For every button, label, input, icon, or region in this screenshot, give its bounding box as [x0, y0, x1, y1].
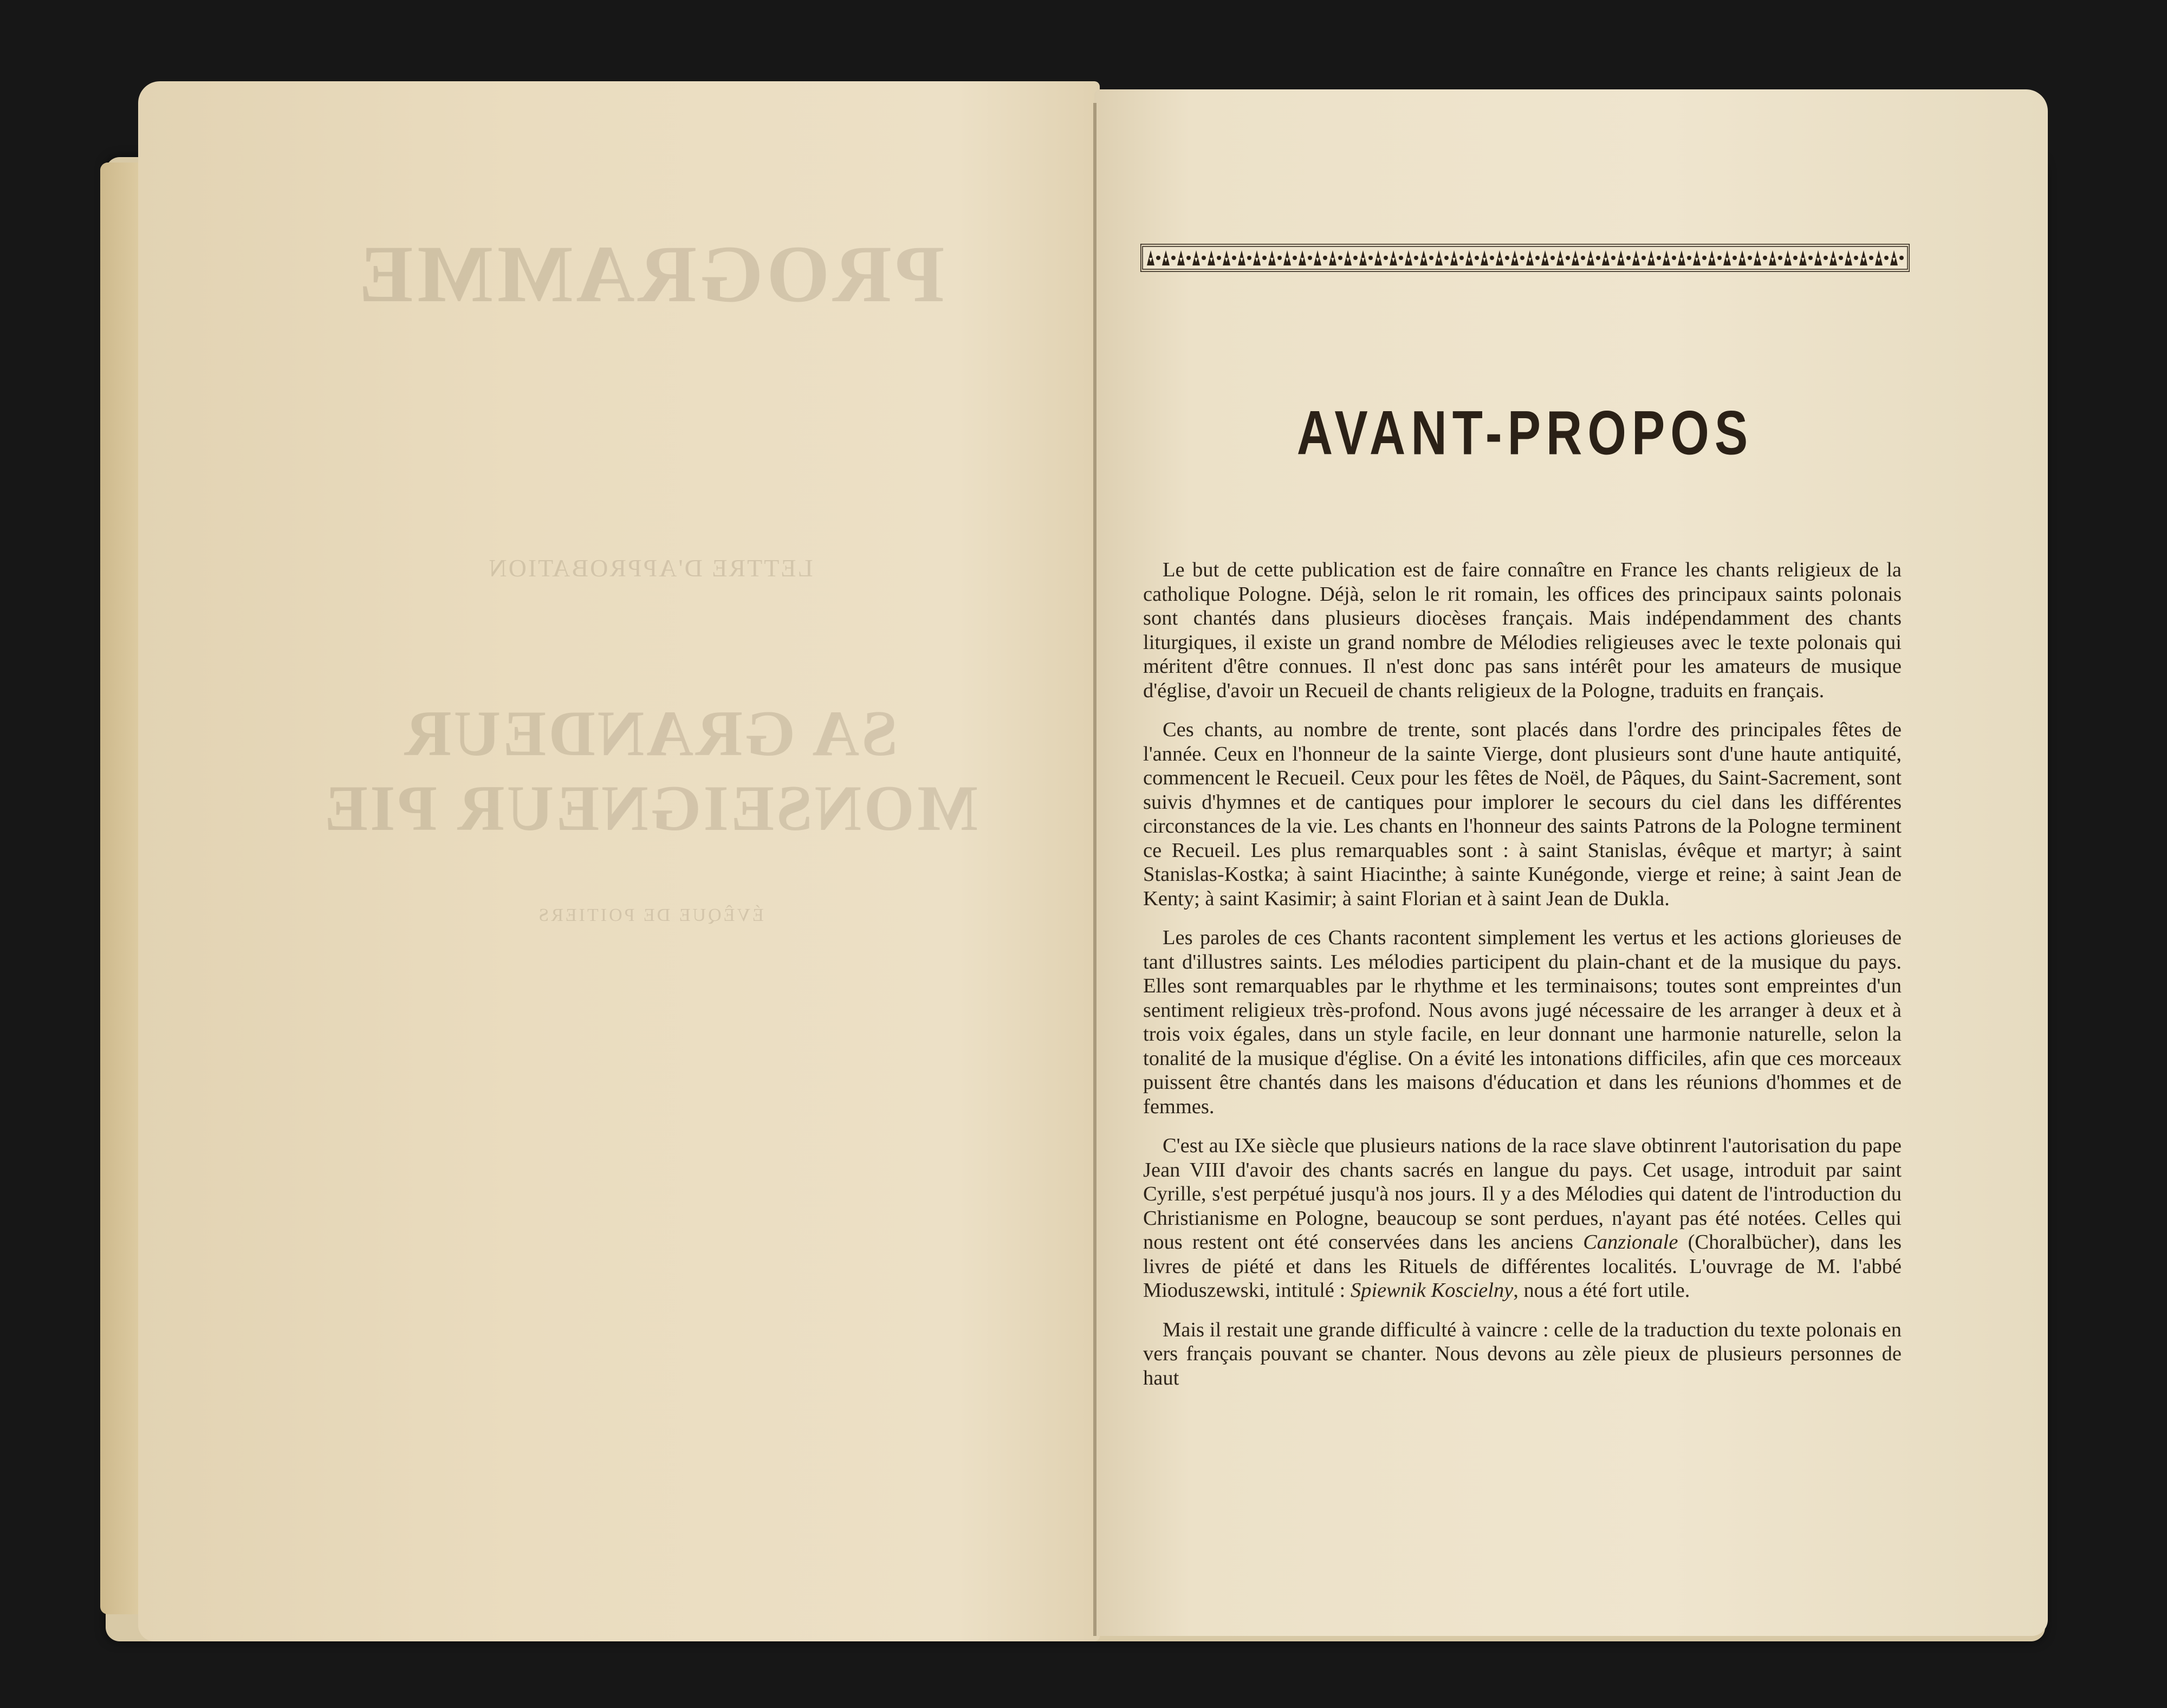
- ornament-dot: [1308, 256, 1312, 260]
- ornament-dot: [1399, 256, 1403, 260]
- ornament-dot: [1763, 256, 1767, 260]
- ornament-dot: [1217, 256, 1221, 260]
- ornament-dot: [1611, 256, 1615, 260]
- ornament-dot: [1642, 256, 1646, 260]
- ornament-dot: [1475, 256, 1479, 260]
- ornament-dot: [1657, 256, 1661, 260]
- ornament-dot: [1884, 256, 1889, 260]
- show-through-text: [228, 206, 1073, 1073]
- ornament-dot: [1535, 256, 1540, 260]
- ornament-dot: [1520, 256, 1524, 260]
- ornament-dot: [1293, 256, 1297, 260]
- ornament-dot: [1156, 256, 1160, 260]
- ornament-dot: [1353, 256, 1358, 260]
- ornament-dot: [1171, 256, 1176, 260]
- ornament-dot: [1581, 256, 1585, 260]
- ornament-dot: [1824, 256, 1828, 260]
- ornament-dot: [1596, 256, 1600, 260]
- ornament-dot: [1459, 256, 1464, 260]
- book-gutter: [1093, 103, 1097, 1636]
- paragraph: Le but de cette publication est de faire connaître en France les chants religieux de la catholique Pologne. Déjà, selon le rit romain, les offices des principaux saints polonais sont chantés dans plusieurs diocèses français. Mais indépendamment des chants liturgiques, il existe un grand nombre de Mélodies religieuses avec le texte polonais qui méritent d'être connues. Il n'est donc pas sans intérêt pour les amateurs de musique d'église, d'avoir un Recueil de chants religieux de la Pologne, traduits en français.: [1143, 558, 1902, 702]
- ornament-dot: [1687, 256, 1691, 260]
- ornament-dot: [1702, 256, 1707, 260]
- ornament-dot: [1550, 256, 1555, 260]
- ornament-dot: [1808, 256, 1813, 260]
- show-through-line: ÉVÊQUE DE POITIERS: [536, 905, 764, 925]
- ornament-dot: [1899, 256, 1904, 260]
- italic-title: Spiewnik Koscielny: [1350, 1279, 1514, 1302]
- ornament-dot: [1232, 256, 1236, 260]
- ornament-dot: [1854, 256, 1858, 260]
- ornament-dot: [1414, 256, 1418, 260]
- ornament-dot: [1869, 256, 1873, 260]
- paragraph: Mais il restait une grande difficulté à vaincre : celle de la traduction du texte polonais en vers français pouvant se chanter. Nous devons au zèle pieux de plusieurs personnes de haut: [1143, 1318, 1902, 1389]
- ornament-dot: [1384, 256, 1388, 260]
- ornament-dot: [1839, 256, 1843, 260]
- ornament-dot: [1626, 256, 1631, 260]
- ornament-dot: [1368, 256, 1373, 260]
- ornament-dot: [1262, 256, 1267, 260]
- paragraph: Les paroles de ces Chants racontent simplement les vertus et les actions glorieuses de tant d'illustres saints. Les mélodies participent du plain-chant et de la musique du pays. Elles sont remarquables par le rhythme et les terminaisons; toutes sont empreintes d'un sentiment religieux très-profond. Nous avons jugé nécessaire de les arranger à deux et à trois voix égales, dans un style facile, en leur donnant une harmonie naturelle, selon la tonalité de la musique d'église. On a évité les intonations difficiles, afin que ces morceaux puissent être chantés dans les maisons d'éducation et dans les réunions d'hommes et de femmes.: [1143, 926, 1902, 1118]
- paragraph: Ces chants, au nombre de trente, sont placés dans l'ordre des principales fêtes de l'année. Ceux en l'honneur de la sainte Vierge, dont plusieurs sont d'une haute antiquité, commencent le Recueil. Ceux pour les fêtes de Noël, de Pâques, du Saint-Sacrement, sont suivis d'hymnes et de cantiques pour implorer le secours du ciel dans les différentes circonstances de la vie. Les chants en l'honneur des saints Patrons de la Pologne terminent ce Recueil. Les plus remarquables sont : à saint Stanislas, évêque et martyr; à saint Stanislas-Kostka; à saint Hiacinthe; à sainte Kunégonde, vierge et reine; à saint Jean de Kenty; à saint Kasimir; à saint Florian et à saint Jean de Dukla.: [1143, 718, 1902, 910]
- show-through-line: LETTRE D'APPROBATION: [487, 554, 813, 582]
- body-text: [1143, 558, 1902, 1405]
- ornament-dot: [1778, 256, 1782, 260]
- text-run: (Choralbücher), dans les livres de piété et dans les Rituels de différentes localités. L'ouvrage de M. l'abbé Mioduszewski, intitulé :: [1143, 1231, 1902, 1302]
- ornament-dot: [1672, 256, 1676, 260]
- paragraph: [1143, 1134, 1902, 1303]
- page-edges: [100, 163, 138, 1614]
- ornament-dot: [1338, 256, 1342, 260]
- ornament-dot: [1793, 256, 1798, 260]
- ornament-dot: [1748, 256, 1752, 260]
- decorative-ornament-band: [1140, 244, 1910, 272]
- ornament-dot: [1186, 256, 1191, 260]
- show-through-line: PROGRAMME: [355, 229, 945, 319]
- ornament-dot: [1277, 256, 1282, 260]
- ornament-dot: [1717, 256, 1722, 260]
- ornament-dot: [1323, 256, 1327, 260]
- ornament-dot: [1202, 256, 1206, 260]
- page-title: AVANT-PROPOS: [1296, 399, 1754, 468]
- ornament-dot: [1444, 256, 1449, 260]
- text-run: , nous a été fort utile.: [1513, 1279, 1690, 1302]
- ornament-dot: [1490, 256, 1494, 260]
- ornament-dot: [1247, 256, 1251, 260]
- italic-title: Canzionale: [1583, 1231, 1678, 1254]
- show-through-line: SA GRANDEUR MONSEIGNEUR PIE: [322, 697, 978, 844]
- ornament-dot: [1566, 256, 1570, 260]
- ornament-dot: [1733, 256, 1737, 260]
- ornament-dot: [1505, 256, 1509, 260]
- ornament-dot: [1429, 256, 1433, 260]
- text-run: C'est au IXe siècle que plusieurs nations de la race slave obtinrent l'autorisation du pape Jean VIII d'avoir des chants sacrés en langue du pays. Cet usage, introduit par saint Cyrille, s'est perpétué jusqu'à nos jours. Il y a des Mélodies qui datent de l'introduction du Christianisme en Pologne, beaucoup se sont perdues, n'ayant pas été notées. Celles qui nous restent ont été conservées dans les anciens: [1143, 1134, 1902, 1254]
